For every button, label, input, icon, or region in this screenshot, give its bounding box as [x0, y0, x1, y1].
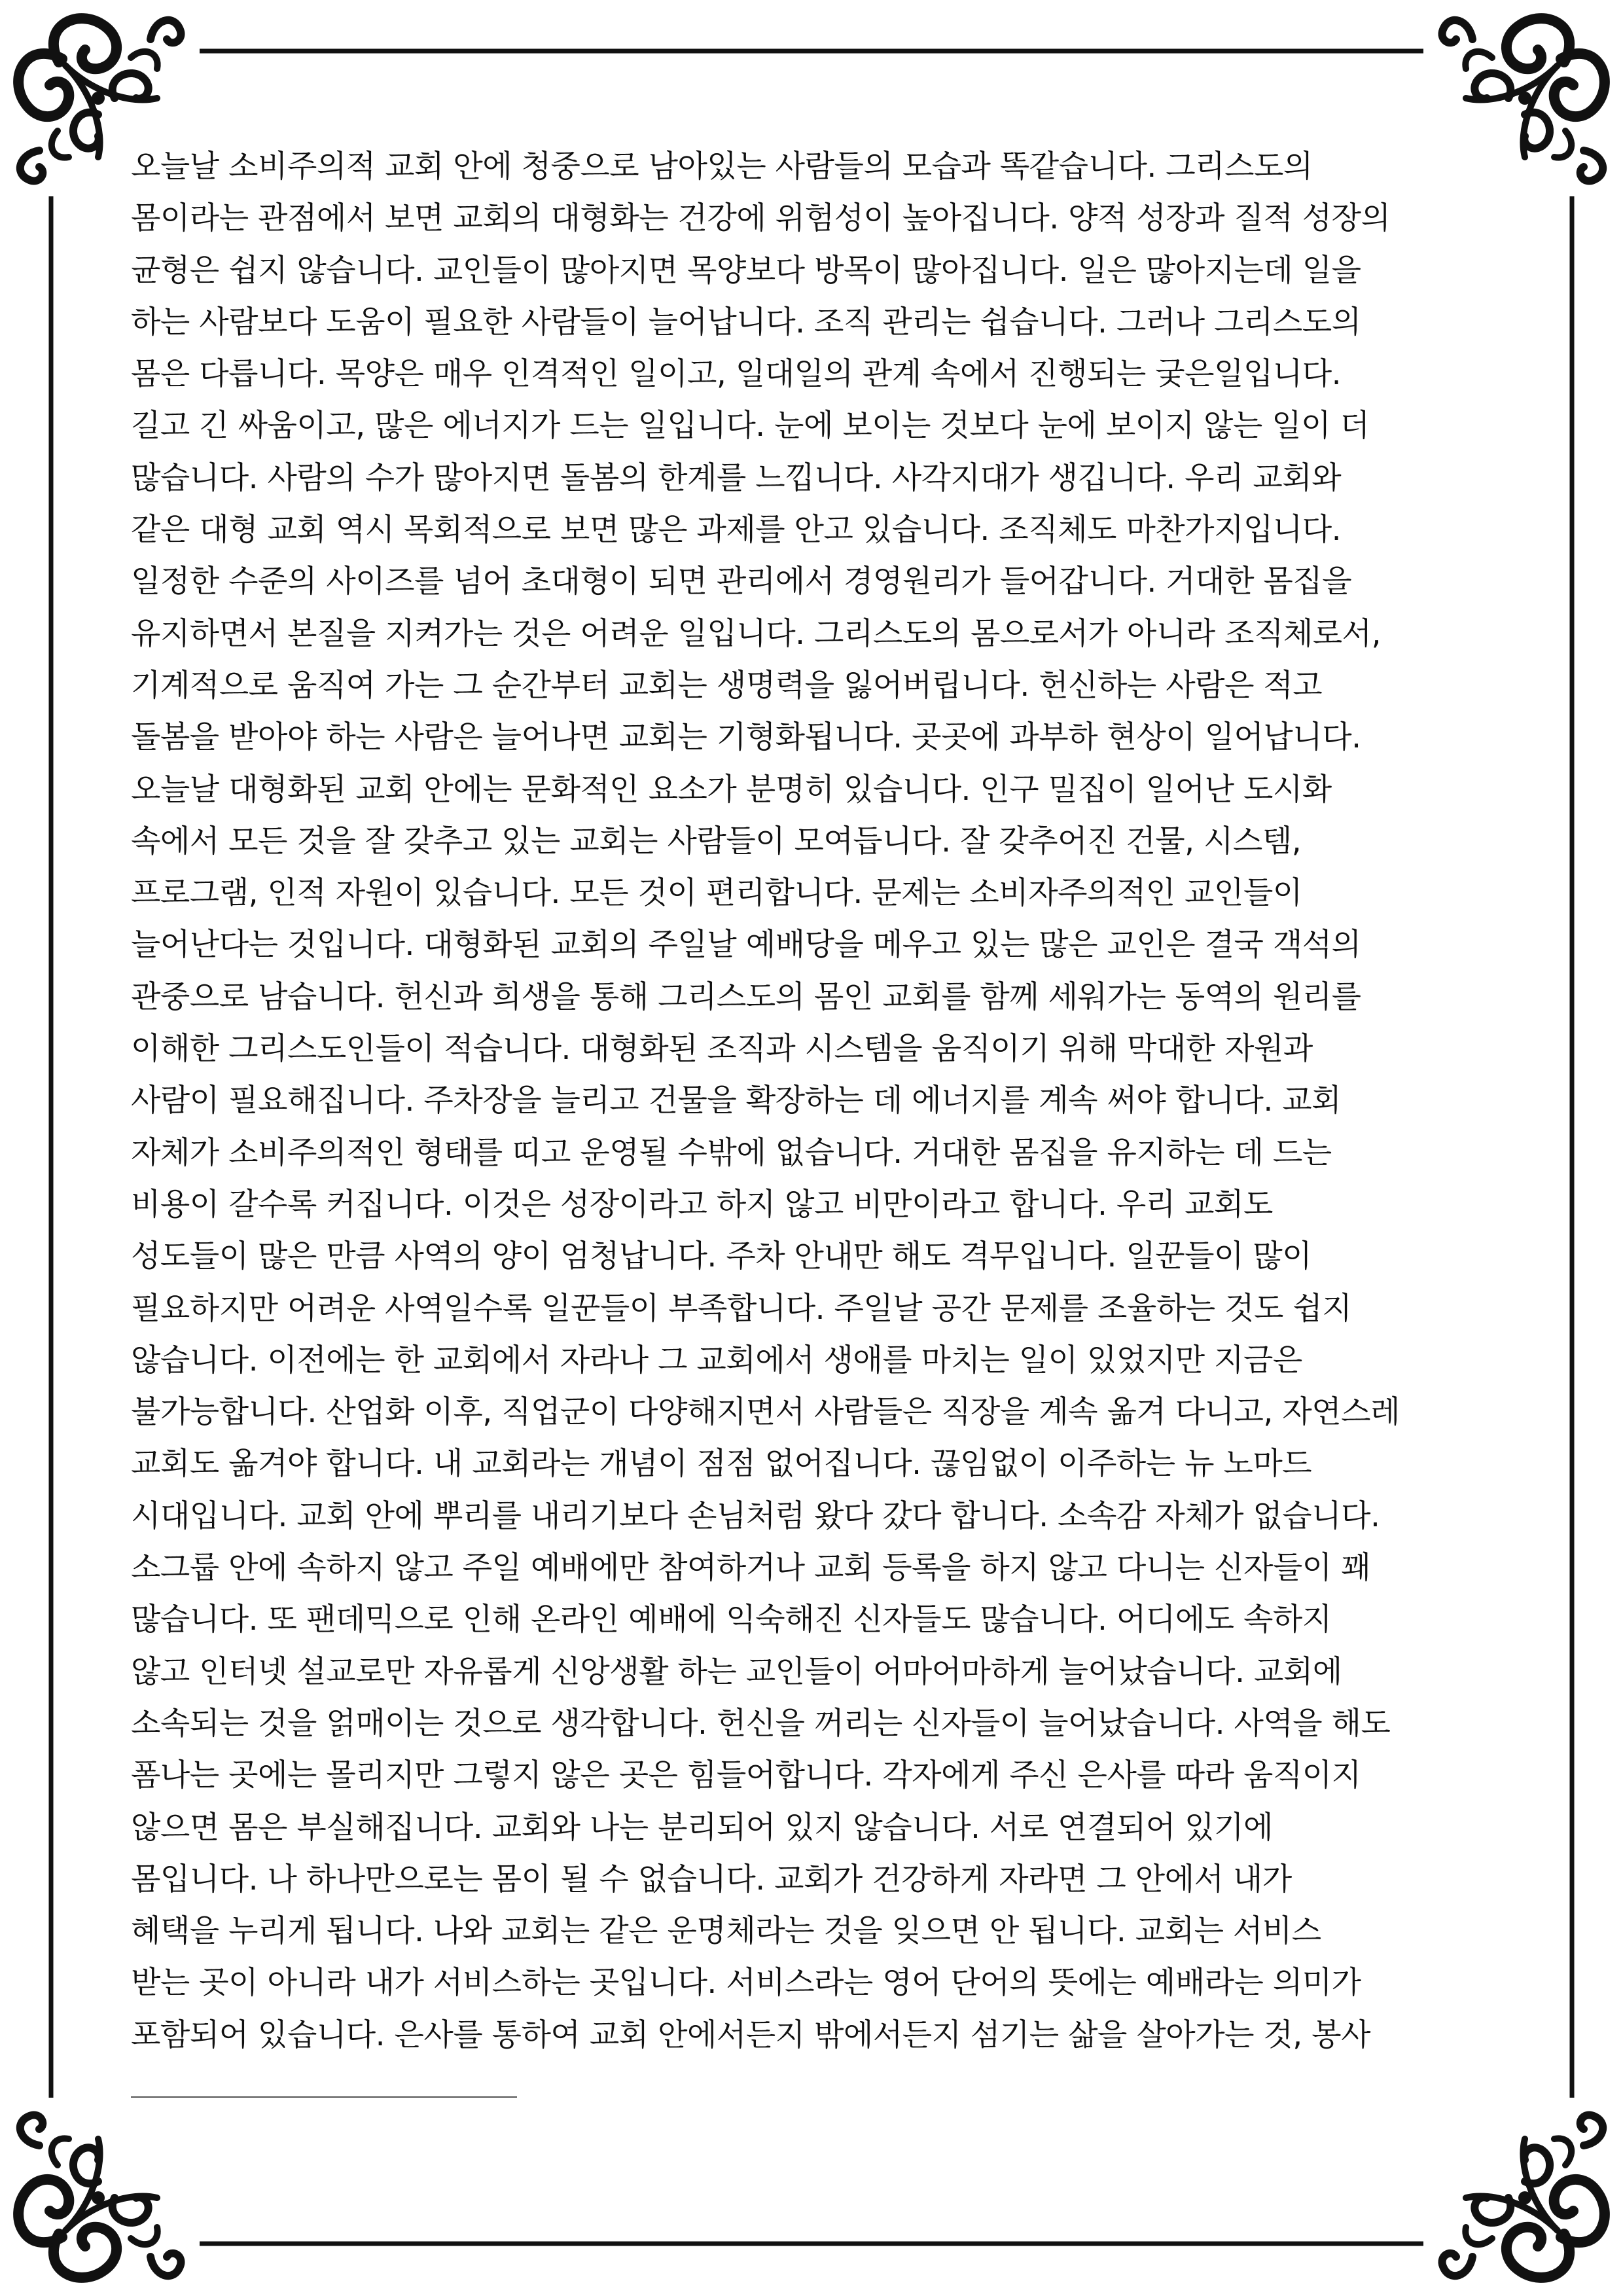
text-line: 하는 사람보다 도움이 필요한 사람들이 늘어납니다. 조직 관리는 쉽습니다. 그러나 그리스도의: [131, 304, 1361, 340]
text-line: 길고 긴 싸움이고, 많은 에너지가 드는 일입니다. 눈에 보이는 것보다 눈에 보이지 않는 일이 더: [131, 408, 1370, 444]
text-line: 혜택을 누리게 됩니다. 나와 교회는 같은 운명체라는 것을 잊으면 안 됩니다. 교회는 서비스: [131, 1913, 1321, 1950]
text-line: 필요하지만 어려운 사역일수록 일꾼들이 부족합니다. 주일날 공간 문제를 조율하는 것도 쉽지: [131, 1290, 1352, 1327]
text-line: 성도들이 많은 만큼 사역의 양이 엄청납니다. 주차 안내만 해도 격무입니다. 일꾼들이 많이: [131, 1238, 1312, 1275]
text-line: 균형은 쉽지 않습니다. 교인들이 많아지면 목양보다 방목이 많아집니다. 일은 많아지는데 일을: [131, 252, 1361, 289]
text-line: 소그룹 안에 속하지 않고 주일 예배에만 참여하거나 교회 등록을 하지 않고 다니는 신자들이 꽤: [131, 1550, 1370, 1587]
body-text: [131, 141, 1492, 2061]
text-line: 사람이 필요해집니다. 주차장을 늘리고 건물을 확장하는 데 에너지를 계속 써야 합니다. 교회: [131, 1083, 1342, 1119]
text-line: 속에서 모든 것을 잘 갖추고 있는 교회는 사람들이 모여듭니다. 잘 갖추어진 건물, 시스템,: [131, 823, 1302, 859]
text-line: 몸이라는 관점에서 보면 교회의 대형화는 건강에 위험성이 높아집니다. 양적 성장과 질적 성장의: [131, 200, 1391, 237]
text-line: 자체가 소비주의적인 형태를 띠고 운영될 수밖에 없습니다. 거대한 몸집을 유지하는 데 드는: [131, 1134, 1332, 1171]
corner-ornament-bottom-right: [1442, 2115, 1605, 2278]
footnote-separator: [131, 2096, 517, 2098]
text-line: 비용이 갈수록 커집니다. 이것은 성장이라고 하지 않고 비만이라고 합니다. 우리 교회도: [131, 1186, 1273, 1223]
text-line: 많습니다. 사람의 수가 많아지면 돌봄의 한계를 느낍니다. 사각지대가 생깁니다. 우리 교회와: [131, 459, 1342, 496]
text-line: 많습니다. 또 팬데믹으로 인해 온라인 예배에 익숙해진 신자들도 많습니다. 어디에도 속하지: [131, 1602, 1332, 1638]
text-line: 않으면 몸은 부실해집니다. 교회와 나는 분리되어 있지 않습니다. 서로 연결되어 있기에: [131, 1809, 1273, 1846]
text-line: 않고 인터넷 설교로만 자유롭게 신앙생활 하는 교인들이 어마어마하게 늘어났습니다. 교회에: [131, 1653, 1342, 1690]
text-line: 늘어난다는 것입니다. 대형화된 교회의 주일날 예배당을 메우고 있는 많은 교인은 결국 객석의: [131, 927, 1361, 963]
corner-ornament-bottom-left: [18, 2115, 181, 2278]
text-line: 시대입니다. 교회 안에 뿌리를 내리기보다 손님처럼 왔다 갔다 합니다. 소속감 자체가 없습니다.: [131, 1498, 1380, 1534]
text-line: 돌봄을 받아야 하는 사람은 늘어나면 교회는 기형화됩니다. 곳곳에 과부하 현상이 일어납니다.: [131, 719, 1361, 756]
text-line: 몸은 다릅니다. 목양은 매우 인격적인 일이고, 일대일의 관계 속에서 진행되는 궂은일입니다.: [131, 356, 1342, 393]
text-line: 같은 대형 교회 역시 목회적으로 보면 많은 과제를 안고 있습니다. 조직체도 마찬가지입니다.: [131, 512, 1342, 548]
text-line: 기계적으로 움직여 가는 그 순간부터 교회는 생명력을 잃어버립니다. 헌신하는 사람은 적고: [131, 667, 1323, 704]
text-line: 일정한 수준의 사이즈를 넘어 초대형이 되면 관리에서 경영원리가 들어갑니다. 거대한 몸집을: [131, 564, 1352, 600]
text-line: 오늘날 소비주의적 교회 안에 청중으로 남아있는 사람들의 모습과 똑같습니다. 그리스도의: [131, 149, 1313, 185]
text-line: 교회도 옮겨야 합니다. 내 교회라는 개념이 점점 없어집니다. 끊임없이 이주하는 뉴 노마드: [131, 1446, 1312, 1482]
text-line: 않습니다. 이전에는 한 교회에서 자라나 그 교회에서 생애를 마치는 일이 있었지만 지금은: [131, 1342, 1302, 1378]
text-line: 프로그램, 인적 자원이 있습니다. 모든 것이 편리합니다. 문제는 소비자주의적인 교인들이: [131, 875, 1302, 912]
text-line: 이해한 그리스도인들이 적습니다. 대형화된 조직과 시스템을 움직이기 위해 막대한 자원과: [131, 1031, 1313, 1067]
text-line: 유지하면서 본질을 지켜가는 것은 어려운 일입니다. 그리스도의 몸으로서가 아니라 조직체로서,: [131, 615, 1382, 652]
text-line: 받는 곳이 아니라 내가 서비스하는 곳입니다. 서비스라는 영어 단어의 뜻에는 예배라는 의미가: [131, 1965, 1361, 2001]
text-line: 오늘날 대형화된 교회 안에는 문화적인 요소가 분명히 있습니다. 인구 밀집이 일어난 도시화: [131, 771, 1332, 808]
text-line: 불가능합니다. 산업화 이후, 직업군이 다양해지면서 사람들은 직장을 계속 옮겨 다니고, 자연스레: [131, 1394, 1400, 1431]
text-line: 소속되는 것을 얽매이는 것으로 생각합니다. 헌신을 꺼리는 신자들이 늘어났습니다. 사역을 해도: [131, 1705, 1391, 1742]
text-line: 관중으로 남습니다. 헌신과 희생을 통해 그리스도의 몸인 교회를 함께 세워가는 동역의 원리를: [131, 978, 1361, 1015]
text-line: 폼나는 곳에는 몰리지만 그렇지 않은 곳은 힘들어합니다. 각자에게 주신 은사를 따라 움직이지: [131, 1757, 1361, 1794]
text-line: 포함되어 있습니다. 은사를 통하여 교회 안에서든지 밖에서든지 섬기는 삶을 살아가는 것, 봉사: [131, 2017, 1370, 2053]
text-line: 몸입니다. 나 하나만으로는 몸이 될 수 없습니다. 교회가 건강하게 자라면 그 안에서 내가: [131, 1861, 1292, 1897]
